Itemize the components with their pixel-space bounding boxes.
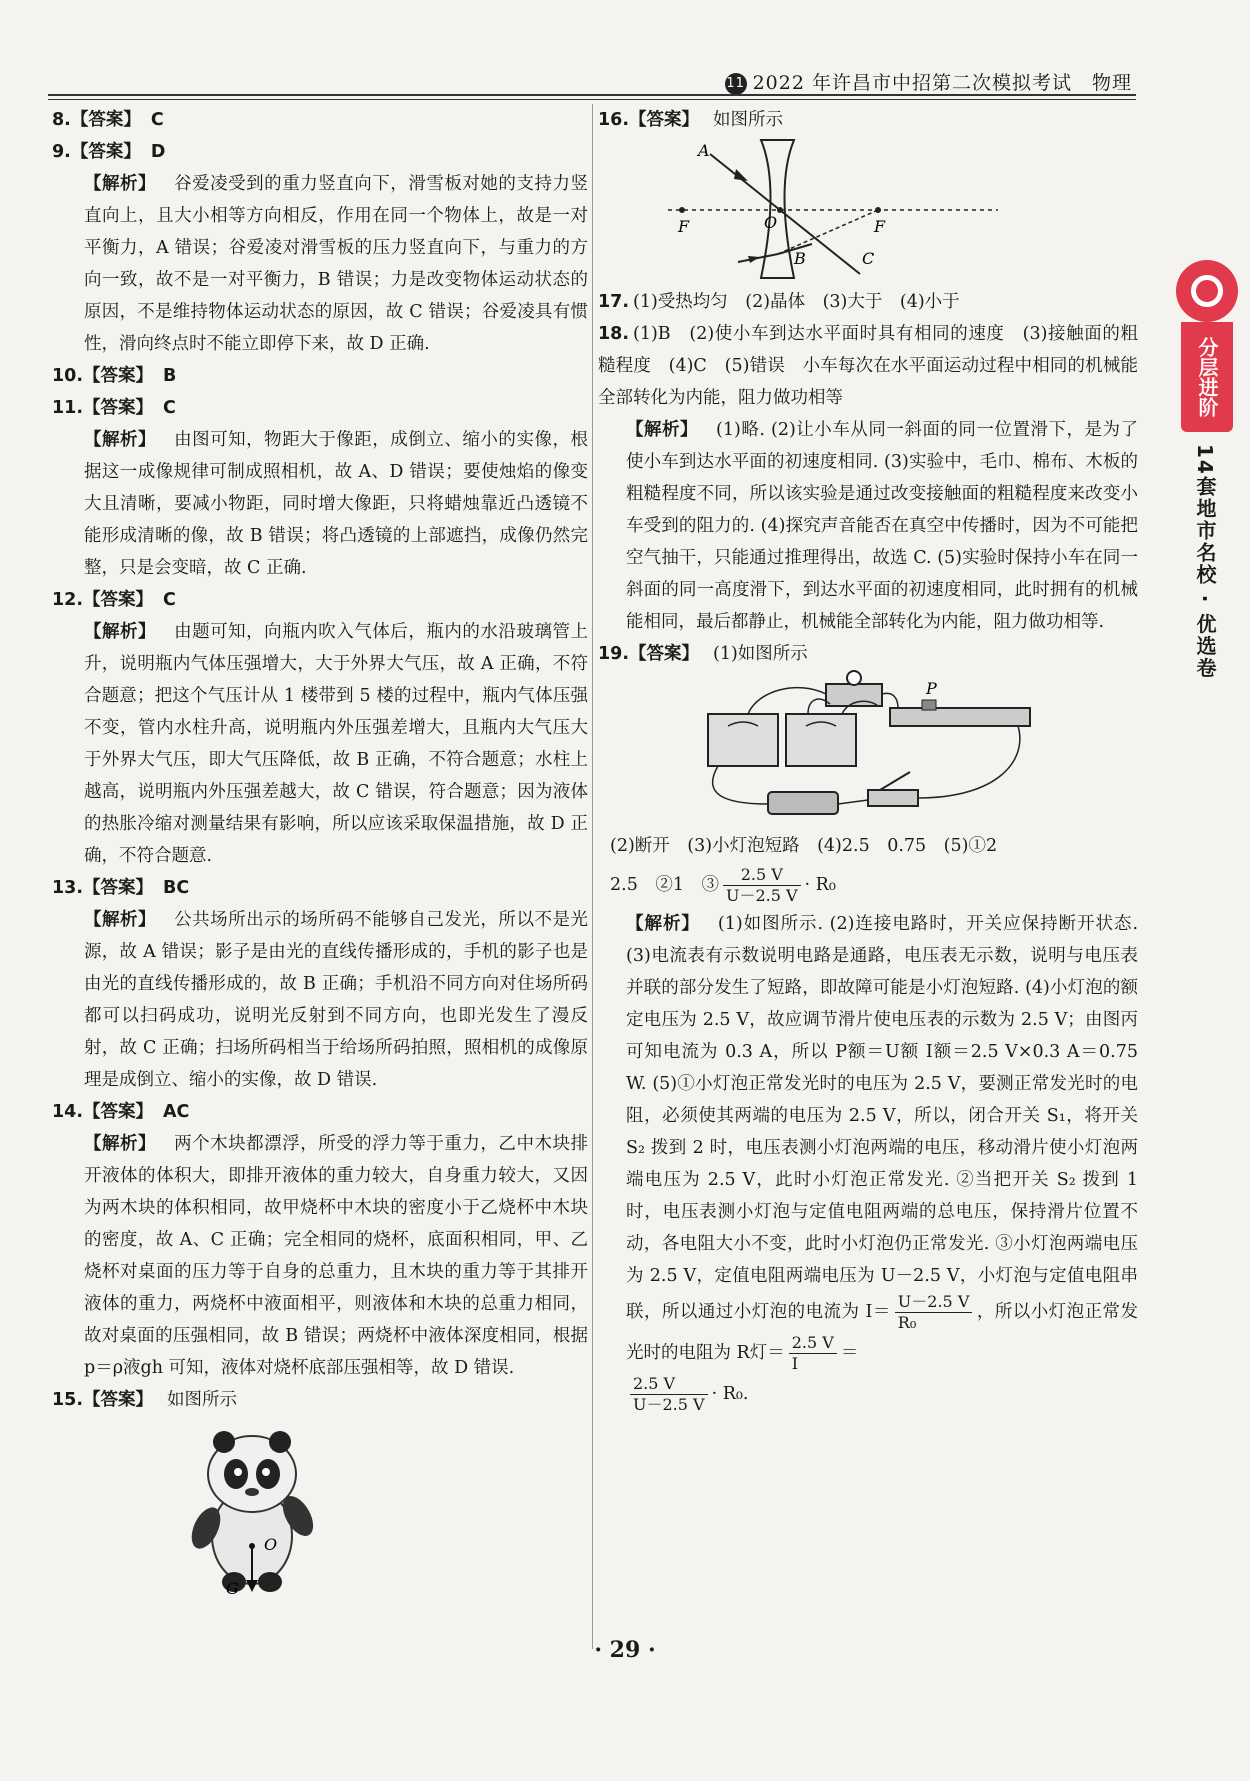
q14 bbox=[52, 1096, 588, 1128]
q19-figure bbox=[598, 670, 1138, 830]
q16-figure bbox=[598, 136, 1138, 286]
q17-answer: (1)受热均匀 (2)晶体 (3)大于 (4)小于 bbox=[633, 292, 960, 312]
label-o: O bbox=[764, 213, 778, 232]
page-header bbox=[48, 64, 1136, 98]
fraction-numerator: 2.5 V bbox=[630, 1374, 708, 1395]
focus-left bbox=[679, 207, 685, 213]
answer-tag: 【答案】 bbox=[70, 142, 141, 162]
q16-number: 16. bbox=[598, 110, 630, 130]
circuit-diagram bbox=[598, 670, 1118, 830]
concave-lens-diagram bbox=[598, 136, 1118, 286]
q13-explanation bbox=[84, 904, 588, 1096]
resistance-fraction bbox=[789, 1333, 837, 1374]
explanation-tag: 【解析】 bbox=[626, 420, 699, 440]
q19-line3-end: · R₀ bbox=[804, 875, 836, 895]
answer-tag: 【答案】 bbox=[83, 398, 154, 418]
q9 bbox=[52, 136, 588, 168]
explanation-tag: 【解析】 bbox=[84, 1134, 157, 1154]
fraction-numerator: 2.5 V bbox=[789, 1333, 837, 1354]
header-rule bbox=[48, 94, 1136, 96]
q19-answer-line3 bbox=[610, 862, 1138, 908]
answer-tag: 【答案】 bbox=[83, 878, 154, 898]
q11 bbox=[52, 392, 588, 424]
q12-explanation-text: 由题可知，向瓶内吹入气体后，瓶内的水沿玻璃管上升，说明瓶内气体压强增大，大于外界大气压，故 A 正确，不符合题意；把这个气压计从 1 楼带到 5 楼的过程中，瓶内气体压强不变，管内水柱升高，说明瓶内外压强差增大，且瓶内大气压大于外界大气压，即大气压降低，故 B 正确，不符合题意；水柱上越高，说明瓶内外压强差越大，故 C 错误，符合题意；因为液体的热胀冷缩对测量结果有影响，所以应该采取保温措施，故 D 正确，不符合题意. bbox=[84, 622, 588, 866]
switch bbox=[868, 790, 918, 806]
q8-number: 8. bbox=[52, 110, 71, 130]
q19 bbox=[598, 638, 1138, 670]
target-icon bbox=[1176, 260, 1238, 322]
q13-answer: BC bbox=[163, 878, 190, 898]
q19-explanation-text: (1)如图所示. (2)连接电路时，开关应保持断开状态. (3)电流表有示数说明电路是通路，电压表无示数，说明与电压表并联的部分发生了短路，即故障可能是小灯泡短路. (4)小灯泡的额定电压为 2.5 V，故应调节滑片使电压表的示数为 2.5 V；由图丙可知电流为 0.3 A，所以 P额＝U额 I额＝2.5 V×0.3 A＝0.75 W. (5)①小灯泡正常发光时的电压为 2.5 V，要测正常发光时的电阻，必须使其两端的电压为 2.5 V，所以，闭合开关 S₁，将开关 S₂ 拨到 2 时，电压表测小灯泡两端的电压，移动滑片使小灯泡两端电压为 2.5 V，此时小灯泡正常发光. ②当把开关 S₂ 拨到 1 时，电压表测小灯泡与定值电阻两端的总电压，保持滑片位置不动，各电阻大小不变，此时小灯泡仍正常发光. ③小灯泡两端电压为 2.5 V，定值电阻两端电压为 U－2.5 V，小灯泡与定值电阻串联，所以通过小灯泡的电流为 I＝ bbox=[626, 914, 1139, 1322]
q10-number: 10. bbox=[52, 366, 84, 386]
q19-explanation-mid: ，所以小灯泡正常发光时的电阻为 R灯＝ bbox=[626, 1302, 1138, 1363]
side-tab-red-label: 分层进阶 bbox=[1181, 322, 1233, 432]
fraction-denominator: U－2.5 V bbox=[633, 1395, 705, 1414]
fraction-denominator: I bbox=[791, 1354, 799, 1373]
explanation-tag: 【解析】 bbox=[84, 622, 157, 642]
explanation-tag: 【解析】 bbox=[626, 914, 700, 934]
q19-explanation bbox=[626, 908, 1138, 1415]
equals-sign: ＝ bbox=[840, 1343, 859, 1363]
q18-answer: (1)B (2)使小车到达水平面时具有相同的速度 (3)接触面的粗糙程度 (4)C (5)错误 小车每次在水平面运动过程中相同的机械能全部转化为内能，阻力做功相等 bbox=[598, 324, 1138, 408]
q15-figure bbox=[52, 1416, 588, 1607]
q15-number: 15. bbox=[52, 1390, 84, 1410]
mascot-gravity-diagram bbox=[52, 1416, 352, 1596]
answer-tag: 【答案】 bbox=[83, 1102, 154, 1122]
answer-tag: 【答案】 bbox=[83, 1390, 154, 1410]
q11-explanation bbox=[84, 424, 588, 584]
q18-number: 18. bbox=[598, 324, 630, 344]
fraction-numerator: 2.5 V bbox=[723, 865, 801, 886]
side-tab bbox=[1176, 260, 1238, 679]
q19-fraction bbox=[723, 865, 801, 906]
q18-explanation-text: (1)略. (2)让小车从同一斜面的同一位置滑下，是为了使小车到达水平面的初速度相同. (3)实验中，毛巾、棉布、木板的粗糙程度不同，所以该实验是通过改变接触面的粗糙程度来改变小车受到的阻力的. (4)探究声音能否在真空中传播时，因为不可能把空气抽干，只能通过推理得出，故选 C. (5)实验时保持小车在同一斜面的同一高度滑下，到达水平面的初速度相同，此时拥有的机械能相同，最后都静止，机械能全部转化为内能，阻力做功相等. bbox=[626, 420, 1138, 632]
q10-answer: B bbox=[163, 366, 177, 386]
q19-number: 19. bbox=[598, 644, 630, 664]
q14-explanation bbox=[84, 1128, 588, 1384]
header-title bbox=[725, 68, 1132, 95]
q11-number: 11. bbox=[52, 398, 84, 418]
q15-answer: 如图所示 bbox=[167, 1390, 238, 1410]
q8 bbox=[52, 104, 588, 136]
header-rule-thin bbox=[48, 99, 1136, 100]
q18 bbox=[598, 318, 1138, 414]
battery bbox=[768, 792, 838, 814]
label-b: B bbox=[794, 249, 806, 268]
q17 bbox=[598, 286, 1138, 318]
rheostat bbox=[890, 708, 1030, 726]
q16-answer: 如图所示 bbox=[713, 110, 784, 130]
column-divider bbox=[592, 104, 593, 1649]
rheostat-slider bbox=[922, 700, 936, 710]
q11-answer: C bbox=[163, 398, 176, 418]
label-f-left: F bbox=[678, 217, 690, 236]
ray-arrow bbox=[748, 256, 760, 263]
answer-tag: 【答案】 bbox=[83, 590, 154, 610]
q16 bbox=[598, 104, 1138, 136]
q9-number: 9. bbox=[52, 142, 71, 162]
side-tab-series-label: 14套地市名校 · 优选卷 bbox=[1193, 444, 1217, 680]
result-fraction bbox=[630, 1374, 708, 1415]
q9-explanation bbox=[84, 168, 588, 360]
page-number: · 29 · bbox=[594, 1637, 656, 1663]
label-c: C bbox=[862, 249, 875, 268]
q19-explanation-end: · R₀. bbox=[711, 1384, 749, 1404]
q14-explanation-text: 两个木块都漂浮，所受的浮力等于重力，乙中木块排开液体的体积大，即排开液体的重力较大，自身重力较大，又因为两木块的体积相同，故甲烧杯中木块的密度小于乙烧杯中木块的密度，故 A、C 正确；完全相同的烧杯，底面积相同，甲、乙烧杯对桌面的压力等于自身的总重力，且木块的重力等于其排开液体的重力，两烧杯中液面相平，则液体和木块的总重力相同，故对桌面的压强相同，故 B 错误；两烧杯中液体深度相同，根据 p＝ρ液gh 可知，液体对烧杯底部压强相等，故 D 错误. bbox=[84, 1134, 588, 1378]
label-o: O bbox=[264, 1535, 278, 1554]
lamp bbox=[847, 671, 861, 685]
q18-explanation bbox=[626, 414, 1138, 638]
right-column bbox=[598, 104, 1138, 1415]
label-p: P bbox=[926, 679, 937, 698]
header-title-text: 2022 年许昌市中招第二次模拟考试 物理 bbox=[752, 72, 1132, 94]
q19-line3-text: 2.5 ②1 ③ bbox=[610, 875, 719, 895]
q12-number: 12. bbox=[52, 590, 84, 610]
q19-answer-line2: (2)断开 (3)小灯泡短路 (4)2.5 0.75 (5)①2 bbox=[610, 836, 998, 856]
explanation-tag: 【解析】 bbox=[84, 430, 157, 450]
q14-number: 14. bbox=[52, 1102, 84, 1122]
fraction-numerator: U－2.5 V bbox=[895, 1292, 973, 1313]
q9-explanation-text: 谷爱凌受到的重力竖直向下，滑雪板对她的支持力竖直向上，且大小相等方向相反，作用在同一个物体上，故是一对平衡力，A 错误；谷爱凌对滑雪板的压力竖直向下，与重力的方向一致，故不是一对平衡力，B 错误；力是改变物体运动状态的原因，不是维持物体运动状态的原因，故 C 错误；谷爱凌具有惯性，滑向终点时不能立即停下来，故 D 正确. bbox=[84, 174, 588, 354]
q12-explanation bbox=[84, 616, 588, 872]
q19-answer: (1)如图所示 bbox=[713, 644, 808, 664]
header-badge: 11 bbox=[725, 73, 747, 95]
q12 bbox=[52, 584, 588, 616]
q11-explanation-text: 由图可知，物距大于像距，成倒立、缩小的实像，根据这一成像规律可制成照相机，故 A、D 错误；要使烛焰的像变大且清晰，要减小物距，同时增大像距，只将蜡烛靠近凸透镜不能形成清晰的像，故 B 错误；将凸透镜的上部遮挡，成像仍然完整，只是会变暗，故 C 正确. bbox=[84, 430, 588, 578]
gravity-arrow-head bbox=[246, 1580, 258, 1592]
q13 bbox=[52, 872, 588, 904]
q14-answer: AC bbox=[163, 1102, 190, 1122]
answer-tag: 【答案】 bbox=[70, 110, 141, 130]
q10 bbox=[52, 360, 588, 392]
left-column bbox=[52, 104, 588, 1607]
answer-tag: 【答案】 bbox=[629, 110, 700, 130]
q13-number: 13. bbox=[52, 878, 84, 898]
label-g: G bbox=[226, 1579, 239, 1596]
focus-right bbox=[875, 207, 881, 213]
ray-arrow bbox=[734, 169, 748, 181]
q12-answer: C bbox=[163, 590, 176, 610]
q8-answer: C bbox=[150, 110, 164, 130]
q17-number: 17. bbox=[598, 292, 630, 312]
q9-answer: D bbox=[150, 142, 166, 162]
label-f-right: F bbox=[874, 217, 886, 236]
q15 bbox=[52, 1384, 588, 1416]
optical-center bbox=[777, 207, 783, 213]
current-fraction bbox=[895, 1292, 973, 1333]
explanation-tag: 【解析】 bbox=[84, 910, 157, 930]
answer-tag: 【答案】 bbox=[83, 366, 154, 386]
q13-explanation-text: 公共场所出示的场所码不能够自己发光，所以不是光源，故 A 错误；影子是由光的直线传播形成的，手机的影子也是由光的直线传播形成的，故 B 正确；手机沿不同方向对住场所码都可以扫码成功，说明光反射到不同方向，也即光发生了漫反射，故 C 正确；扫场所码相当于给场所码拍照，照相机的成像原理是成倒立、缩小的实像，故 D 错误. bbox=[84, 910, 588, 1090]
explanation-tag: 【解析】 bbox=[84, 174, 157, 194]
answer-tag: 【答案】 bbox=[629, 644, 700, 664]
fraction-denominator: U－2.5 V bbox=[725, 886, 798, 905]
label-a: A bbox=[698, 141, 710, 160]
fraction-denominator: R₀ bbox=[897, 1313, 917, 1332]
